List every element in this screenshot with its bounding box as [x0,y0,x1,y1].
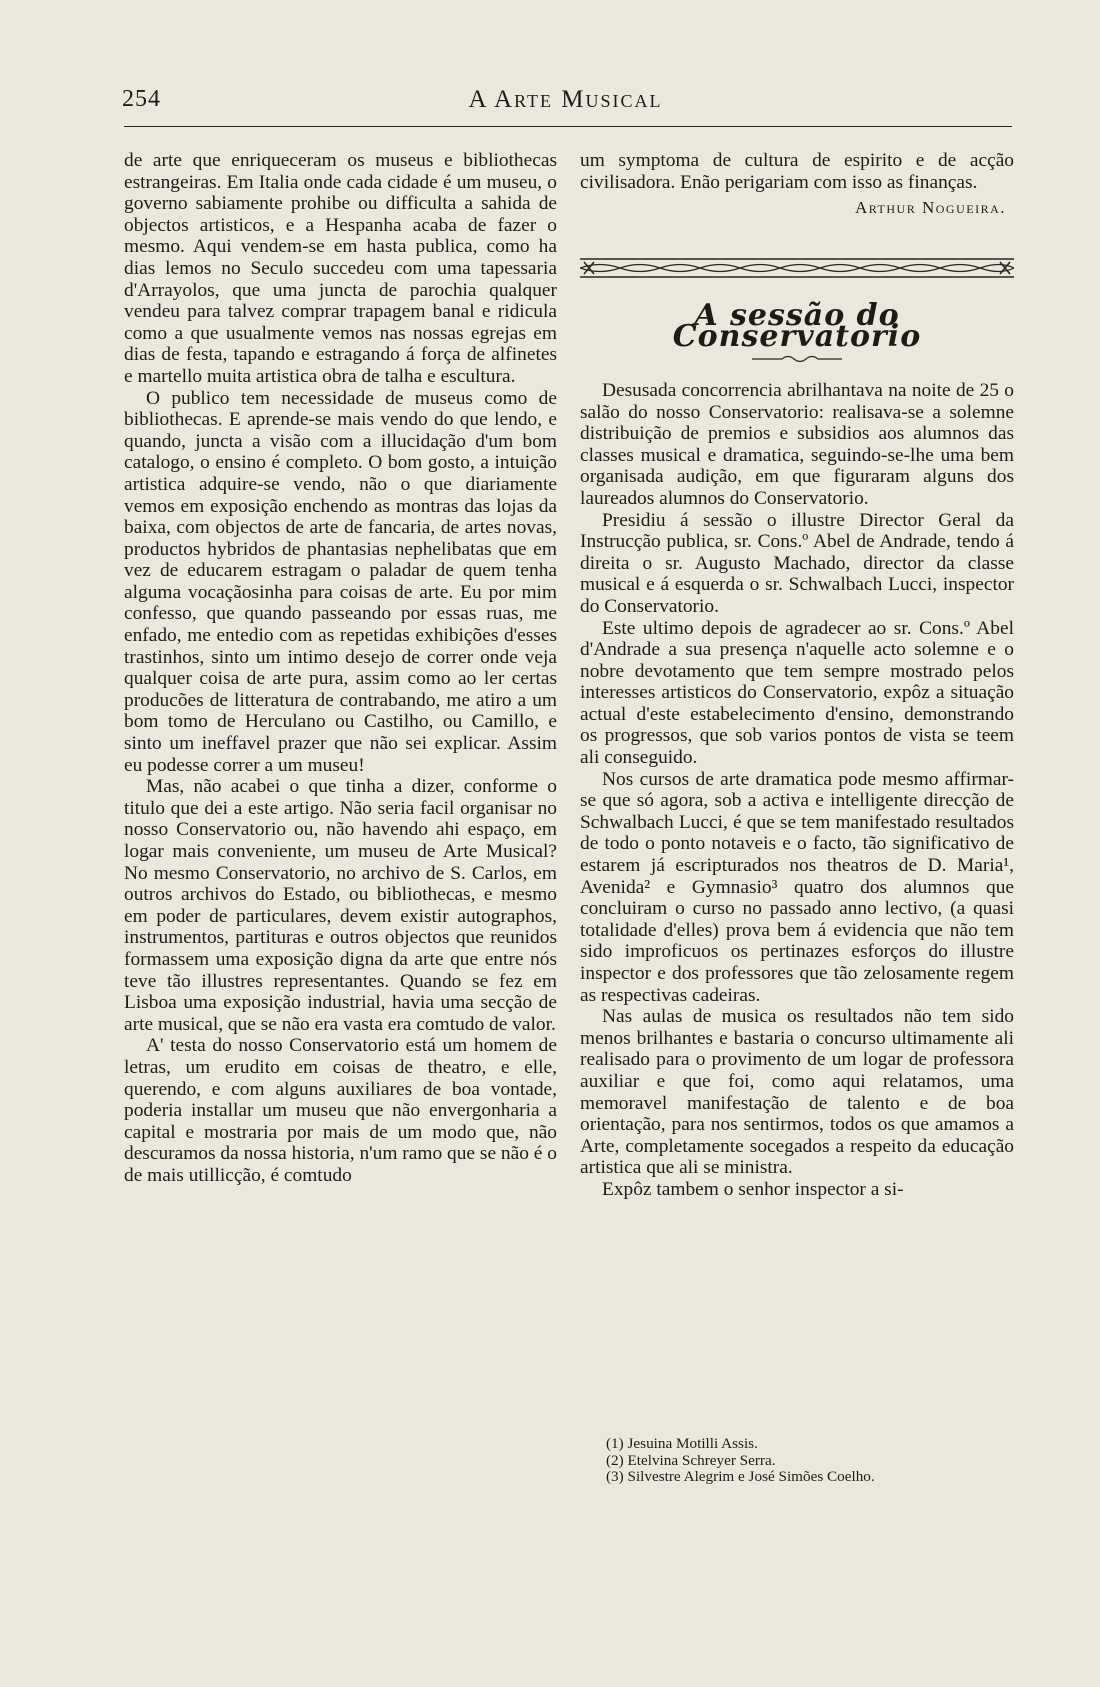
title-flourish [752,354,842,364]
paragraph: Mas, não acabei o que tinha a dizer, conforme o titulo que dei a este artigo. Não seria facil organisar no nosso Conservatorio ou, não havendo ahi espaço, em logar mais conveniente, um museu de Arte Musical? No mesmo Conservatorio, no archivo de S. Carlos, em outros archivos do Estado, ou bibliothecas, e mesmo em poder de particulares, devem existir autographos, instrumentos, partituras e outros objectos que reunidos formassem uma exposição digna da arte que entre nós teve tão illustres representantes. Quando se fez em Lisboa uma exposição industrial, havia uma secção de arte musical, que se não era vasta era comtudo de valor. [124,776,557,1035]
footnotes [606,1436,1006,1486]
paragraph: Presidiu á sessão o illustre Director Geral da Instrucção publica, sr. Cons.º Abel de Andrade, tendo á direita o sr. Augusto Machado, director da classe musical e á esquerda o sr. Schwalbach Lucci, inspector do Conservatorio. [580,509,1014,617]
journal-title: A Arte Musical [468,86,663,113]
footnote: (3) Silvestre Alegrim e José Simões Coelho. [606,1468,875,1485]
paragraph: Expôz tambem o senhor inspector a si- [602,1178,904,1200]
paragraph: Nos cursos de arte dramatica pode mesmo affirmar-se que só agora, sob a activa e intelligente direcção de Schwalbach Lucci, é que se tem manifestado resultados de todo o ponto notaveis e o facto, tão significativo de estarem já escripturados nos theatros de D. Maria¹, Avenida² e Gymnasio³ quatro dos alumnos que concluiram o curso no passado anno lectivo, (a quasi totalidade d'elles) prova bem á evidencia que não tem sido improficuos os pertinazes esforços do illustre inspector e dos professores que tão zelosamente regem as respectivas cadeiras. [580,768,1014,1006]
footnote: (2) Etelvina Schreyer Serra. [606,1451,776,1469]
footnote: (1) Jesuina Motilli Assis. [606,1435,758,1452]
left-column [124,150,557,1187]
paragraph: Este ultimo depois de agradecer ao sr. Cons.º Abel d'Andrade a sua presença n'aquelle acto solemne e o nobre devotamento que tem sempre mostrado pelos interesses artisticos do Conservatorio, expôz a situação actual d'este estabelecimento d'ensino, demonstrando os progressos, que sob varios pontos de vista se teem ali conseguido. [580,617,1014,769]
header-rule [124,126,1012,127]
page-number: 254 [122,86,161,112]
author-signature: Arthur Nogueira. [855,198,1006,218]
paragraph: O publico tem necessidade de museus como de bibliothecas. E aprende-se mais vendo do que lendo, e quando, juncta a visão com a illucidação d'um bom catalogo, o ensino é completo. O bom gosto, a intuição artistica adquire-se vendo, não o que diariamente vemos em exposição enchendo as montras das lojas da baixa, com objectos de arte de fancaria, de artes novas, productos hybridos de phantasias nephelibatas que em vez de educarem estragam o paladar de quem tenha alguma vocaçãosinha para coisas de arte. Eu por mim confesso, que quando passeando por essas ruas, me enfado, me entedio com as repetidas exhibições d'esses trastinhos, sinto um intimo desejo de correr onde veja qualquer coisa de arte pura, assim como ao ler certas producões de litteratura de contrabando, me atiro a um bom tomo de Herculano ou Castilho, ou Camillo, e sinto um ineffavel prazer que não sei explicar. Assim eu podesse correr a um museu! [124,387,557,776]
right-column [580,150,1014,1201]
section-title: A sessão do Conservatorio [672,297,922,355]
paragraph: Nas aulas de musica os resultados não tem sido menos brilhantes e bastaria o concurso ultimamente ali realisado para o provimento de um logar de professora auxiliar e que foi, como aqui relatamos, uma memoravel manifestação de talento e de boa orientação, para nos sentirmos, todos os que amamos a Arte, completamente socegados a respeito da educação artistica que ali se ministra. [580,1006,1014,1179]
page-header [118,86,1013,120]
paragraph: Desusada concorrencia abrilhantava na noite de 25 o salão do nosso Conservatorio: realisava-se a solemne distribuição de premios e subsidios aos alumnos das classes musical e dramatica, seguindo-se-lhe uma bem organisada audição, em que figuraram alguns dos laureados alumnos do Conservatorio. [580,379,1014,509]
paragraph: de arte que enriqueceram os museus e bibliothecas estrangeiras. Em Italia onde cada cidade é um museu, o governo sabiamente prohibe ou difficulta a sahida de objectos artisticos, e a Hespanha acaba de fazer o mesmo. Aqui vendem-se em hasta publica, como ha dias lemos no Seculo succedeu com uma tapessaria d'Arrayolos, que uma juncta de parochia qualquer vendeu para talvez comprar trapagem banal e ridicula como a que usualmente vemos nas nossas egrejas em dias de festa, tapando e estragando á força de alfinetes e martello muita artistica obra de talha e escultura. [124,150,557,387]
ornamental-divider [580,257,1014,279]
paragraph: A' testa do nosso Conservatorio está um homem de letras, um erudito em coisas de theatro, e elle, querendo, e com alguns auxiliares de boa vontade, poderia installar um museu que não envergonharia a capital e mostraria por mais de um modo que, não descuramos da nossa historia, n'um ramo que se não é o de mais utillicção, é comtudo [124,1035,557,1186]
paragraph-continuation: um symptoma de cultura de espirito e de acção civilisadora. Enão perigariam com isso as finanças. [580,150,1014,193]
